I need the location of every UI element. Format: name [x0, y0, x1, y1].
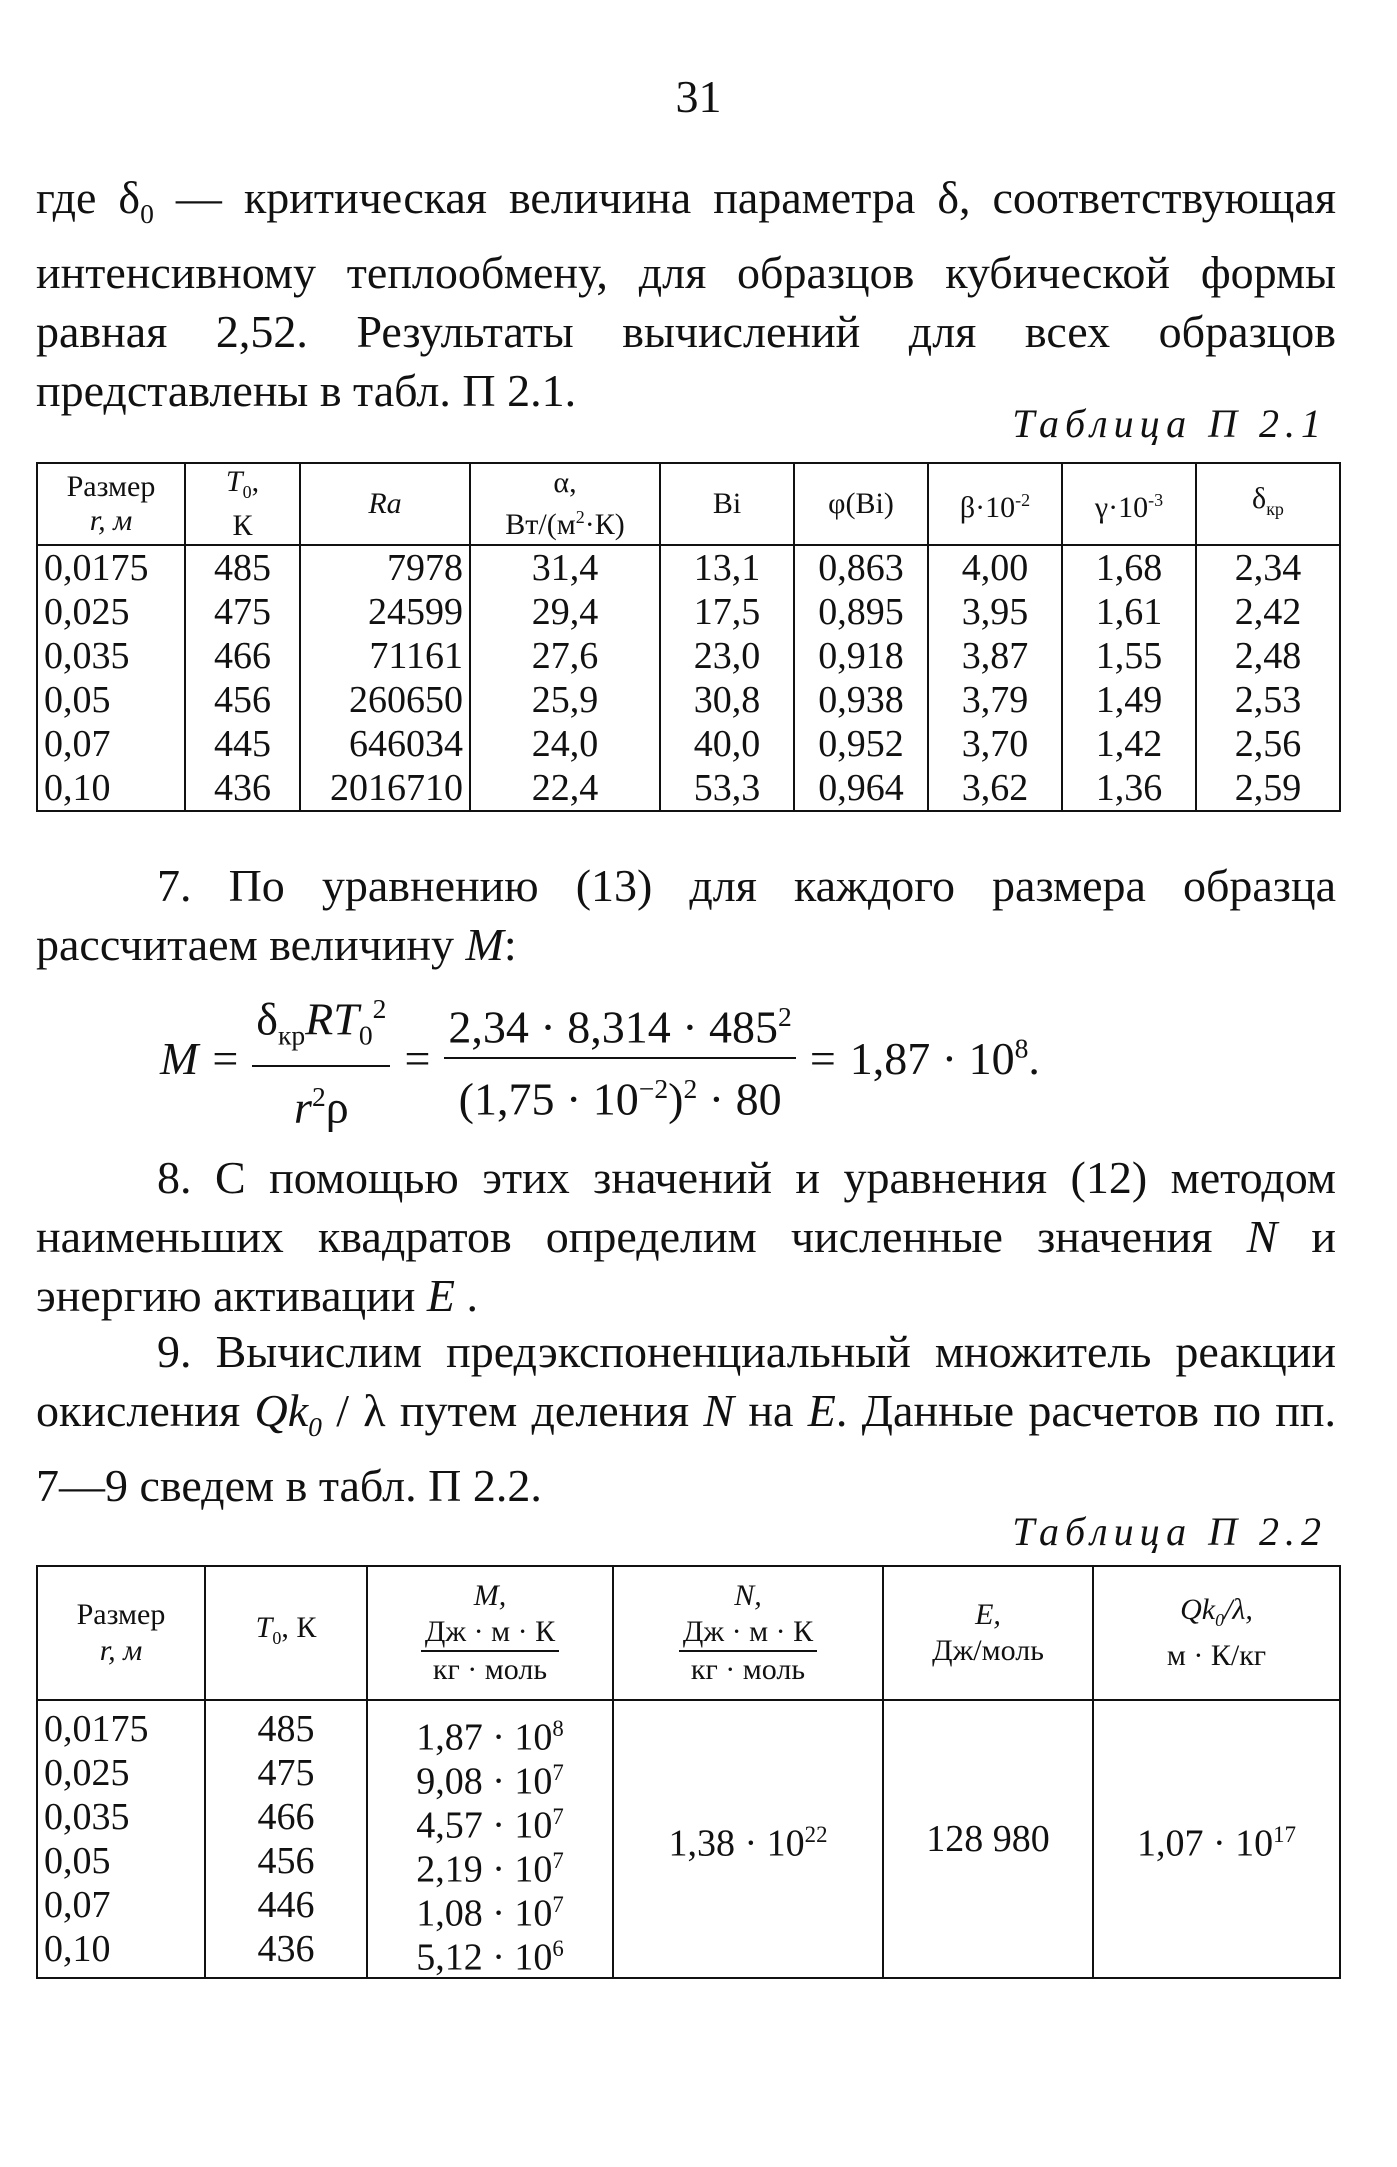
header-size: Размер r, м — [37, 463, 185, 545]
cell-beta: 3,62 — [928, 766, 1062, 811]
cell-ra: 260650 — [300, 678, 470, 722]
t2-header-t0: $T_0$, К — [205, 1566, 367, 1700]
cell-t0: 475 — [185, 590, 300, 634]
header-delta-kr: $\delta_{кр}$ — [1196, 463, 1340, 545]
cell-bi: 17,5 — [660, 590, 794, 634]
formula-m: M = $\frac{\delta_{кр}RT_0^2}{r^2\rho}$ = $\frac{2,34 \cdot 8,314 \cdot 485^2}{(1,75 \cdot 10^{-2})^2 \cdot 80}$ = $1,87 \cdot 10^8$. — [160, 988, 1040, 1128]
list-item-m: $5,12 \cdot 10^6$ — [416, 1936, 564, 1979]
cell-beta: 3,87 — [928, 634, 1062, 678]
cell-beta: 4,00 — [928, 545, 1062, 590]
list-item-size: 0,035 — [44, 1796, 130, 1838]
cell-size: 0,10 — [37, 766, 185, 811]
cell-alpha: 25,9 — [470, 678, 660, 722]
table-row — [37, 722, 1340, 766]
cell-gamma: 1,36 — [1062, 766, 1196, 811]
cell-delta-kr: 2,53 — [1196, 678, 1340, 722]
t2-cell-q: $1,07 \cdot 10^{17}$ — [1093, 1700, 1340, 1978]
t2-header-e: E, Дж/моль — [883, 1566, 1093, 1700]
header-gamma: $\gamma\cdot 10^{-3}$ — [1062, 463, 1196, 545]
cell-alpha: 29,4 — [470, 590, 660, 634]
formula-fraction-1: $\frac{\delta_{кр}RT_0^2}{r^2\rho}$ — [252, 979, 390, 1138]
cell-bi: 53,3 — [660, 766, 794, 811]
cell-phi: 0,938 — [794, 678, 928, 722]
header-bi: Bi — [660, 463, 794, 545]
cell-bi: 13,1 — [660, 545, 794, 590]
cell-beta: 3,79 — [928, 678, 1062, 722]
table-p2-1 — [36, 462, 1341, 812]
cell-alpha: 22,4 — [470, 766, 660, 811]
table-p2-2 — [36, 1565, 1341, 1979]
list-item-size: 0,10 — [44, 1928, 111, 1970]
header-ra: Ra — [300, 463, 470, 545]
cell-delta-kr: 2,34 — [1196, 545, 1340, 590]
list-item-m: $2,19 \cdot 10^7$ — [416, 1848, 564, 1891]
table-row — [37, 678, 1340, 722]
list-item-t0: 466 — [257, 1796, 315, 1838]
cell-t0: 456 — [185, 678, 300, 722]
list-item-m: $1,08 \cdot 10^7$ — [416, 1892, 564, 1935]
t2-col-m — [367, 1700, 613, 1978]
cell-bi: 30,8 — [660, 678, 794, 722]
table1-body — [37, 545, 1340, 811]
cell-t0: 445 — [185, 722, 300, 766]
cell-delta-kr: 2,56 — [1196, 722, 1340, 766]
t2-cell-e: 128 980 — [883, 1700, 1093, 1978]
cell-size: 0,07 — [37, 722, 185, 766]
list-item-size: 0,0175 — [44, 1708, 149, 1750]
header-alpha: α, $Вт/(м^2\cdot К)$ — [470, 463, 660, 545]
t2-cell-n: $1,38 \cdot 10^{22}$ — [613, 1700, 883, 1978]
table2-data-row — [37, 1700, 1340, 1978]
cell-t0: 466 — [185, 634, 300, 678]
table2-header-row — [37, 1566, 1340, 1700]
cell-size: 0,05 — [37, 678, 185, 722]
header-t0: $T_0$, К — [185, 463, 300, 545]
formula-fraction-2: $\frac{2,34 \cdot 8,314 \cdot 485^2}{(1,75 \cdot 10^{-2})^2 \cdot 80}$ — [444, 987, 795, 1130]
table1-caption: Таблица П 2.1 — [1012, 401, 1327, 446]
cell-phi: 0,895 — [794, 590, 928, 634]
list-item-t0: 475 — [257, 1752, 315, 1794]
cell-delta-kr: 2,59 — [1196, 766, 1340, 811]
cell-size: 0,025 — [37, 590, 185, 634]
cell-alpha: 31,4 — [470, 545, 660, 590]
list-item-t0: 485 — [257, 1708, 315, 1750]
cell-beta: 3,70 — [928, 722, 1062, 766]
page-number: 31 — [675, 71, 722, 122]
list-item-m: $1,87 \cdot 10^8$ — [416, 1716, 564, 1759]
t2-header-q: $Qk_0/\lambda$, м · К/кг — [1093, 1566, 1340, 1700]
cell-gamma: 1,68 — [1062, 545, 1196, 590]
formula-result: $1,87 \cdot 10^8$. — [849, 1032, 1040, 1084]
table2-caption: Таблица П 2.2 — [1012, 1509, 1327, 1554]
table-row — [37, 766, 1340, 811]
cell-size: 0,0175 — [37, 545, 185, 590]
cell-ra: 24599 — [300, 590, 470, 634]
list-item-t0: 446 — [257, 1884, 315, 1926]
header-phi: φ(Bi) — [794, 463, 928, 545]
paragraph-1: где $\delta_0$ — критическая величина параметра δ, соответствующая интенсивному теплообмену, для образцов кубической формы равная 2,52. Результаты вычислений для всех образцов представлены в табл. П 2.1. — [36, 172, 1336, 417]
table-row — [37, 545, 1340, 590]
table-row — [37, 590, 1340, 634]
paragraph-7: 7. По уравнению (13) для каждого размера образца рассчитаем величину M: — [36, 860, 1336, 970]
cell-bi: 23,0 — [660, 634, 794, 678]
list-item-size: 0,05 — [44, 1840, 111, 1882]
table-row — [37, 634, 1340, 678]
header-beta: $\beta\cdot 10^{-2}$ — [928, 463, 1062, 545]
list-item-t0: 436 — [257, 1928, 315, 1970]
cell-gamma: 1,55 — [1062, 634, 1196, 678]
cell-ra: 71161 — [300, 634, 470, 678]
list-item-size: 0,07 — [44, 1884, 111, 1926]
cell-gamma: 1,61 — [1062, 590, 1196, 634]
cell-gamma: 1,42 — [1062, 722, 1196, 766]
t2-header-m: M, $\frac{Дж \cdot м \cdot К}{\text{кг · моль}}$ — [367, 1566, 613, 1700]
cell-phi: 0,918 — [794, 634, 928, 678]
paragraph-8: 8. С помощью этих значений и уравнения (12) методом наименьших квадратов определим численные значения N и энергию активации E . — [36, 1152, 1337, 1321]
cell-phi: 0,863 — [794, 545, 928, 590]
cell-delta-kr: 2,48 — [1196, 634, 1340, 678]
list-item-m: $9,08 \cdot 10^7$ — [416, 1760, 564, 1803]
cell-t0: 436 — [185, 766, 300, 811]
cell-phi: 0,952 — [794, 722, 928, 766]
list-item-size: 0,025 — [44, 1752, 130, 1794]
cell-ra: 646034 — [300, 722, 470, 766]
t2-col-size — [37, 1700, 205, 1978]
cell-bi: 40,0 — [660, 722, 794, 766]
cell-beta: 3,95 — [928, 590, 1062, 634]
table1-header-row — [37, 463, 1340, 545]
cell-alpha: 27,6 — [470, 634, 660, 678]
t2-col-t0 — [205, 1700, 367, 1978]
cell-gamma: 1,49 — [1062, 678, 1196, 722]
paragraph-9: 9. Вычислим предэкспоненциальный множитель реакции окисления $Qk_0$ / λ путем деления N на E. Данные расчетов по пп. 7—9 сведем в табл. П 2.2. — [36, 1326, 1336, 1512]
list-item-m: $4,57 \cdot 10^7$ — [416, 1804, 564, 1847]
cell-alpha: 24,0 — [470, 722, 660, 766]
cell-t0: 485 — [185, 545, 300, 590]
cell-delta-kr: 2,42 — [1196, 590, 1340, 634]
cell-ra: 2016710 — [300, 766, 470, 811]
cell-size: 0,035 — [37, 634, 185, 678]
cell-ra: 7978 — [300, 545, 470, 590]
t2-header-n: N, $\frac{Дж \cdot м \cdot К}{\text{кг · моль}}$ — [613, 1566, 883, 1700]
t2-header-size: Размер r, м — [37, 1566, 205, 1700]
cell-phi: 0,964 — [794, 766, 928, 811]
list-item-t0: 456 — [257, 1840, 315, 1882]
